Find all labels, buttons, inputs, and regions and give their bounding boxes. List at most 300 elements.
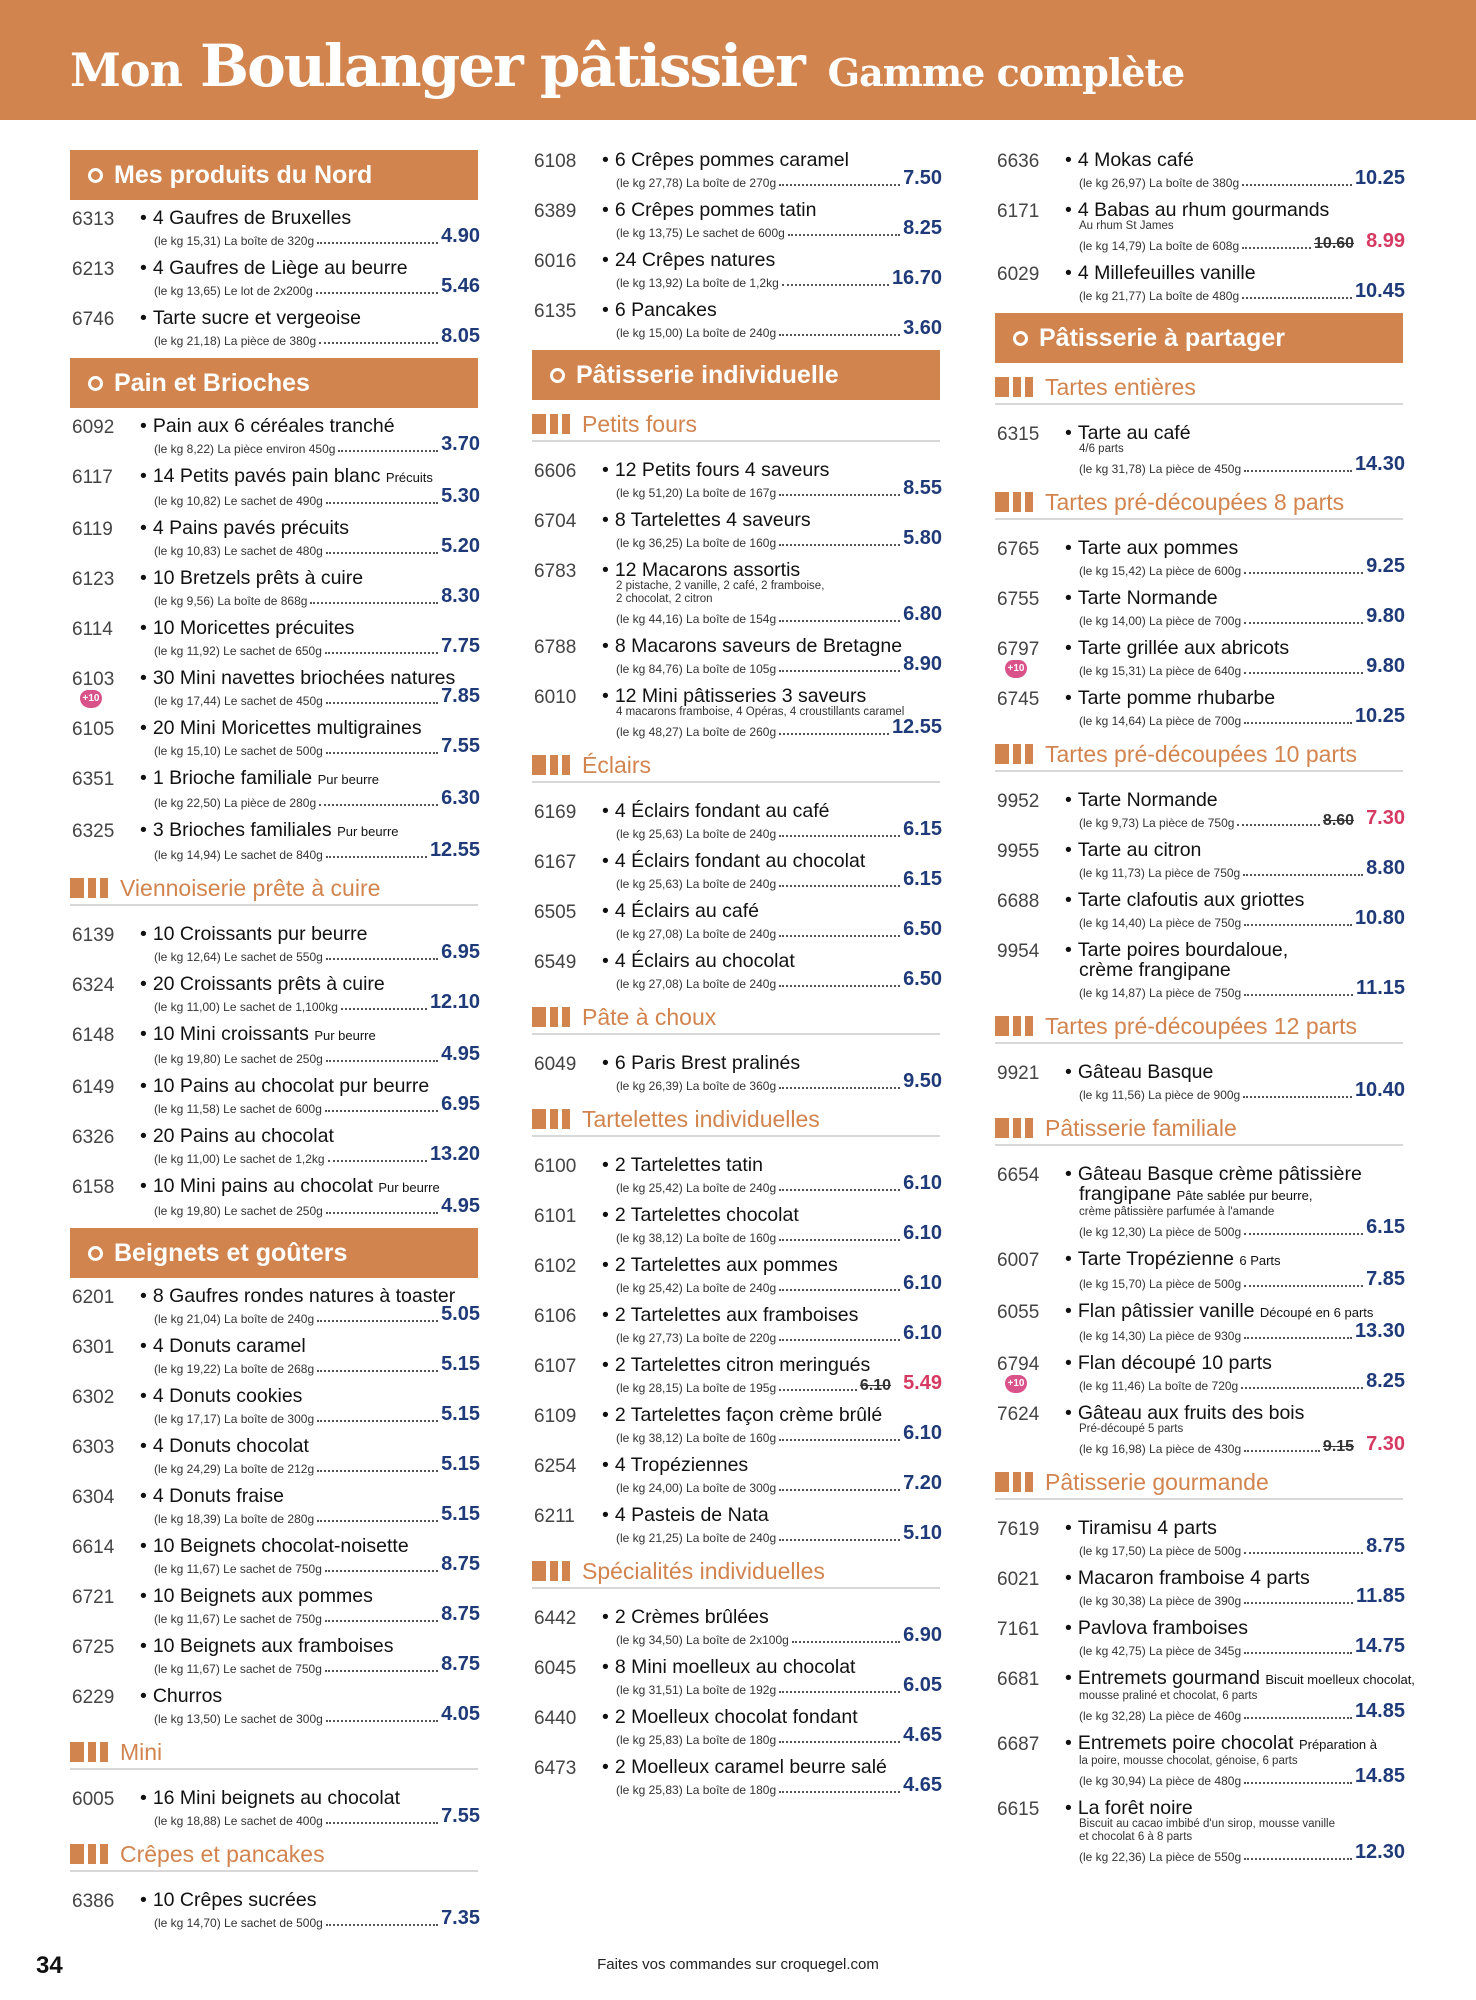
dot-leader	[1244, 1450, 1320, 1452]
product-detail: (le kg 11,67) Le sachet de 750g	[154, 1562, 322, 1576]
product-name: 6 Crêpes pommes tatin	[614, 199, 817, 221]
product-code: 6109	[534, 1406, 577, 1427]
product-description: 4/6 parts	[1079, 443, 1124, 455]
product-name: 4 Mokas café	[1077, 149, 1194, 171]
dot-leader	[317, 1320, 438, 1322]
dot-leader	[326, 958, 438, 960]
price: 4.65	[903, 1774, 942, 1796]
price-line	[602, 317, 942, 340]
price-line	[140, 1195, 480, 1218]
product-code: 6103	[72, 669, 115, 690]
price-line	[140, 1603, 480, 1626]
bullet-icon: •	[602, 1706, 609, 1728]
dot-leader	[1242, 297, 1352, 299]
bullet-icon: •	[602, 1304, 609, 1326]
product-name: 2 Tartelettes chocolat	[614, 1204, 799, 1226]
product-detail: (le kg 21,04) La boîte de 240g	[154, 1312, 315, 1326]
dot-leader	[1242, 184, 1352, 186]
price: 4.05	[441, 1703, 480, 1725]
product-detail: (le kg 11,00) Le sachet de 1,100kg	[154, 1000, 338, 1014]
product-detail: (le kg 15,70) La pièce de 500g	[1079, 1277, 1242, 1291]
product-item	[530, 1757, 942, 1797]
price-line	[140, 433, 480, 456]
product-item	[68, 1176, 480, 1218]
product-detail: (le kg 18,88) Le sachet de 400g	[154, 1814, 323, 1828]
product-name: 6 Paris Brest pralinés	[614, 1052, 801, 1074]
product-name-line	[602, 300, 942, 320]
bullet-icon: •	[140, 1485, 147, 1507]
product-code: 6100	[534, 1156, 577, 1177]
product-detail: (le kg 14,79) La boîte de 608g	[1079, 239, 1240, 253]
product-item	[530, 1355, 942, 1395]
bullet-icon: •	[602, 685, 609, 707]
price-line	[602, 1222, 942, 1245]
product-description: Au rhum St James	[1079, 220, 1174, 232]
bullet-icon: •	[140, 465, 147, 487]
bullet-icon: •	[602, 1656, 609, 1678]
product-name: 4 Babas au rhum gourmands	[1077, 199, 1330, 221]
price-line	[140, 941, 480, 964]
dot-leader	[1244, 1233, 1363, 1235]
dot-leader	[1244, 572, 1363, 574]
product-name: Entremets gourmand	[1077, 1667, 1260, 1689]
product-item	[530, 150, 942, 190]
bullet-icon: •	[602, 509, 609, 531]
bars-icon	[532, 1007, 574, 1027]
product-name-line	[140, 768, 480, 790]
bars-icon	[995, 744, 1037, 764]
dot-leader	[779, 184, 900, 186]
heart-badge-icon: +10	[1005, 1375, 1027, 1393]
price-line	[602, 918, 942, 941]
product-code: 9921	[997, 1063, 1040, 1084]
product-code: 6010	[534, 687, 577, 708]
product-detail: (le kg 11,00) Le sachet de 1,2kg	[154, 1152, 325, 1166]
product-detail: (le kg 25,42) La boîte de 240g	[616, 1281, 777, 1295]
dot-leader	[1244, 1652, 1352, 1654]
product-code: 6725	[72, 1637, 115, 1658]
price: 6.10	[903, 1222, 942, 1244]
price: 6.10	[903, 1272, 942, 1294]
product-name-line	[1065, 1249, 1405, 1271]
promo-price: 7.30	[1366, 807, 1405, 829]
product-item	[993, 1798, 1405, 1864]
price-line	[1065, 1433, 1405, 1456]
product-item	[993, 688, 1405, 728]
bullet-icon: •	[602, 149, 609, 171]
bars-icon	[70, 878, 112, 898]
product-code: 6721	[72, 1587, 115, 1608]
product-detail: (le kg 11,67) Le sachet de 750g	[154, 1612, 322, 1626]
product-item	[993, 200, 1405, 253]
product-code: 6606	[534, 461, 577, 482]
subsection-title: Tartes pré-découpées 10 parts	[1045, 740, 1357, 767]
section-title: Pain et Brioches	[114, 368, 310, 397]
product-code: 6119	[72, 519, 113, 540]
product-name: 12 Petits fours 4 saveurs	[614, 459, 830, 481]
bullet-icon: •	[1065, 587, 1072, 609]
product-detail: (le kg 11,56) La pièce de 900g	[1079, 1088, 1241, 1102]
product-name: 4 Éclairs fondant au café	[614, 800, 830, 822]
subsection-title: Petits fours	[582, 410, 698, 437]
product-item	[993, 1618, 1405, 1658]
product-item	[68, 1788, 480, 1828]
product-detail: (le kg 9,56) La boîte de 868g	[154, 594, 308, 608]
section-title: Pâtisserie individuelle	[576, 360, 839, 389]
product-name: 4 Donuts caramel	[152, 1335, 306, 1357]
price: 6.50	[903, 918, 942, 940]
dot-leader	[317, 1470, 438, 1472]
bullet-icon: •	[602, 1504, 609, 1526]
product-item	[530, 510, 942, 550]
price: 6.95	[441, 1093, 480, 1115]
product-name-line	[602, 1607, 942, 1627]
product-name-line	[140, 258, 480, 278]
product-name: Tarte au citron	[1077, 839, 1202, 861]
product-detail: (le kg 11,58) Le sachet de 600g	[154, 1102, 322, 1116]
product-detail: (le kg 21,25) La boîte de 240g	[616, 1531, 777, 1545]
product-name-line	[1065, 423, 1405, 443]
subsection-title: Crêpes et pancakes	[120, 1840, 325, 1867]
dot-leader	[1244, 672, 1363, 674]
product-name: Tarte clafoutis aux griottes	[1077, 889, 1305, 911]
product-name: Tarte aux pommes	[1077, 537, 1239, 559]
product-item	[993, 890, 1405, 930]
product-item	[68, 568, 480, 608]
product-code: 6167	[534, 852, 577, 873]
product-detail: (le kg 51,20) La boîte de 167g	[616, 486, 777, 500]
bullet-icon: •	[602, 635, 609, 657]
dot-leader	[1244, 924, 1352, 926]
old-price: 6.10	[859, 1377, 892, 1394]
bullet-icon: •	[1065, 889, 1072, 911]
old-price: 9.15	[1322, 1438, 1355, 1455]
dot-leader	[779, 1539, 900, 1541]
bullet-icon: •	[140, 1175, 147, 1197]
product-detail: (le kg 36,25) La boîte de 160g	[616, 536, 777, 550]
price: 12.55	[891, 716, 942, 738]
product-note: Pur beurre	[317, 772, 379, 787]
bars-icon	[70, 1844, 112, 1864]
product-name-line	[140, 1486, 480, 1506]
product-item	[530, 1607, 942, 1647]
dot-leader	[325, 1110, 438, 1112]
price: 7.50	[903, 167, 942, 189]
product-item	[68, 1286, 480, 1326]
price: 8.75	[1366, 1535, 1405, 1557]
product-name-cont: frangipane	[1079, 1183, 1172, 1205]
price-line	[140, 1353, 480, 1376]
product-code: 6783	[534, 561, 577, 582]
price: 8.25	[1366, 1370, 1405, 1392]
product-name: 14 Petits pavés pain blanc	[152, 465, 381, 487]
product-detail: (le kg 19,80) Le sachet de 250g	[154, 1052, 323, 1066]
bullet-icon: •	[140, 1585, 147, 1607]
price-line	[602, 1472, 942, 1495]
product-code: 6135	[534, 301, 577, 322]
product-item	[993, 263, 1405, 303]
price-line	[1065, 555, 1405, 578]
ring-icon	[550, 368, 565, 383]
price-line	[602, 716, 942, 739]
product-name: 4 Donuts cookies	[152, 1385, 303, 1407]
bullet-icon: •	[140, 415, 147, 437]
bullet-icon: •	[1065, 1402, 1072, 1424]
product-description: et chocolat 6 à 8 parts	[1079, 1831, 1193, 1843]
product-item	[530, 1155, 942, 1195]
product-item	[993, 1062, 1405, 1102]
product-name-line	[140, 1788, 480, 1808]
old-price: 8.60	[1322, 812, 1355, 829]
dot-leader	[779, 620, 900, 622]
product-name-line	[140, 1024, 480, 1046]
product-detail: (le kg 11,67) Le sachet de 750g	[154, 1662, 322, 1676]
product-item	[993, 1249, 1405, 1291]
bullet-icon: •	[140, 207, 147, 229]
dot-leader	[326, 1720, 438, 1722]
product-detail: (le kg 28,15) La boîte de 195g	[616, 1381, 777, 1395]
bullet-icon: •	[140, 257, 147, 279]
price: 7.75	[441, 635, 480, 657]
price-line	[140, 1805, 480, 1828]
price-line	[140, 1653, 480, 1676]
product-detail: (le kg 14,00) La pièce de 700g	[1079, 614, 1242, 628]
product-detail: (le kg 27,73) La boîte de 220g	[616, 1331, 777, 1345]
dot-leader	[779, 334, 900, 336]
bars-icon	[532, 755, 574, 775]
price: 7.20	[903, 1472, 942, 1494]
product-name: 4 Éclairs au chocolat	[614, 950, 795, 972]
product-name-line	[140, 416, 480, 436]
bullet-icon: •	[602, 1404, 609, 1426]
product-item	[530, 1657, 942, 1697]
product-name-line	[602, 150, 942, 170]
product-detail: (le kg 15,42) La pièce de 600g	[1079, 564, 1242, 578]
product-description: la poire, mousse chocolat, génoise, 6 parts	[1079, 1755, 1298, 1767]
product-name: Churros	[152, 1685, 223, 1707]
product-detail: (le kg 14,70) Le sachet de 500g	[154, 1916, 323, 1930]
product-code: 6324	[72, 975, 115, 996]
price: 5.15	[441, 1453, 480, 1475]
product-name: 20 Mini Moricettes multigraines	[152, 717, 422, 739]
product-name-line	[602, 1757, 942, 1777]
product-name: 4 Pasteis de Nata	[614, 1504, 769, 1526]
product-code: 6688	[997, 891, 1040, 912]
product-name-line	[140, 924, 480, 944]
bullet-icon: •	[602, 1606, 609, 1628]
product-name-line	[602, 686, 942, 706]
product-code: 6005	[72, 1789, 115, 1810]
dot-leader	[779, 985, 900, 987]
price-line	[602, 1724, 942, 1747]
bullet-icon: •	[140, 923, 147, 945]
dot-leader	[325, 652, 438, 654]
product-code: 6304	[72, 1487, 115, 1508]
product-note: Pur beurre	[337, 824, 399, 839]
product-name: 8 Gaufres rondes natures à toaster	[152, 1285, 456, 1307]
section-header	[995, 313, 1403, 363]
dot-leader	[317, 1520, 438, 1522]
product-detail: (le kg 17,50) La pièce de 500g	[1079, 1544, 1242, 1558]
product-code: 6158	[72, 1177, 115, 1198]
product-item	[68, 466, 480, 508]
product-detail: (le kg 13,65) Le lot de 2x200g	[154, 284, 313, 298]
bullet-icon: •	[1065, 1061, 1072, 1083]
price-line	[602, 1372, 942, 1395]
price: 8.25	[903, 217, 942, 239]
product-name: Flan découpé 10 parts	[1077, 1352, 1272, 1374]
dot-leader	[325, 1620, 438, 1622]
price: 5.15	[441, 1353, 480, 1375]
product-item	[993, 638, 1405, 678]
product-name: Tarte au café	[1077, 422, 1191, 444]
product-name: 10 Beignets aux framboises	[152, 1635, 394, 1657]
dot-leader	[779, 733, 889, 735]
bullet-icon: •	[1065, 939, 1072, 961]
bullet-icon: •	[1065, 1300, 1072, 1322]
price-line	[1065, 1320, 1405, 1343]
dot-leader	[779, 1189, 900, 1191]
product-code: 6201	[72, 1287, 115, 1308]
subsection-title: Spécialités individuelles	[582, 1557, 825, 1584]
product-name-line	[602, 636, 942, 656]
dot-leader	[1244, 1602, 1353, 1604]
price-line	[602, 818, 942, 841]
product-name: 10 Crêpes sucrées	[152, 1889, 317, 1911]
product-name: 10 Pains au chocolat pur beurre	[152, 1075, 430, 1097]
bullet-icon: •	[1065, 687, 1072, 709]
bars-icon	[995, 1472, 1037, 1492]
product-detail: (le kg 10,82) Le sachet de 490g	[154, 494, 323, 508]
product-code: 6101	[534, 1206, 577, 1227]
dot-leader	[317, 1420, 438, 1422]
product-code: 6171	[997, 201, 1040, 222]
price-line	[1065, 857, 1405, 880]
product-description: 2 pistache, 2 vanille, 2 café, 2 framboise,	[616, 580, 825, 592]
product-name-line	[602, 1155, 942, 1175]
product-description: 2 chocolat, 2 citron	[616, 593, 713, 605]
product-item	[68, 924, 480, 964]
product-detail: (le kg 21,18) La pièce de 380g	[154, 334, 317, 348]
subsection-title: Mini	[120, 1738, 163, 1765]
section-header	[70, 150, 478, 200]
price: 6.50	[903, 968, 942, 990]
product-name-line	[140, 1336, 480, 1356]
bullet-icon: •	[602, 1756, 609, 1778]
dot-leader	[1241, 1387, 1363, 1389]
product-item	[68, 416, 480, 456]
price-line	[602, 968, 942, 991]
product-item	[68, 618, 480, 658]
product-description: 4 macarons framboise, 4 Opéras, 4 croustillants caramel	[616, 706, 905, 718]
dot-leader	[1244, 722, 1352, 724]
product-item	[993, 150, 1405, 190]
price: 7.35	[441, 1907, 480, 1929]
price: 6.15	[903, 868, 942, 890]
subsection-header	[532, 749, 940, 783]
bullet-icon: •	[1065, 789, 1072, 811]
product-column-right	[993, 149, 1415, 1874]
subsection-title: Viennoiserie prête à cuire	[120, 874, 381, 901]
product-item	[993, 1353, 1405, 1393]
product-name: 8 Tartelettes 4 saveurs	[614, 509, 811, 531]
bars-icon	[532, 1109, 574, 1129]
dot-leader	[1244, 1782, 1352, 1784]
subsection-header	[70, 1838, 478, 1872]
product-name: 10 Croissants pur beurre	[152, 923, 368, 945]
product-name-line	[1065, 1164, 1405, 1184]
section-title: Mes produits du Nord	[114, 160, 373, 189]
product-detail: (le kg 48,27) La boîte de 260g	[616, 725, 777, 739]
bars-icon	[995, 1016, 1037, 1036]
price-line	[602, 267, 942, 290]
product-detail: (le kg 34,50) La boîte de 2x100g	[616, 1633, 789, 1647]
section-title: Beignets et goûters	[114, 1238, 348, 1267]
price: 5.15	[441, 1503, 480, 1525]
product-code: 6614	[72, 1537, 115, 1558]
price-line	[140, 685, 480, 708]
product-detail: (le kg 25,63) La boîte de 240g	[616, 877, 777, 891]
dot-leader	[326, 1060, 438, 1062]
product-code: 6687	[997, 1734, 1040, 1755]
price: 6.30	[441, 787, 480, 809]
subsection-header	[995, 1466, 1403, 1500]
subsection-title: Pâtisserie familiale	[1045, 1114, 1237, 1141]
product-name: Flan pâtissier vanille	[1077, 1300, 1255, 1322]
price-line	[602, 1172, 942, 1195]
price-line	[140, 1553, 480, 1576]
product-item	[68, 1076, 480, 1116]
price: 9.25	[1366, 555, 1405, 577]
product-detail: (le kg 19,80) Le sachet de 250g	[154, 1204, 323, 1218]
bullet-icon: •	[602, 1354, 609, 1376]
bullet-icon: •	[140, 819, 147, 841]
bullet-icon: •	[1065, 1617, 1072, 1639]
product-code: 6549	[534, 952, 577, 973]
price: 13.20	[429, 1143, 480, 1165]
bullet-icon: •	[140, 717, 147, 739]
product-detail: (le kg 8,22) La pièce environ 450g	[154, 442, 336, 456]
product-code: 6765	[997, 539, 1040, 560]
price: 3.70	[441, 433, 480, 455]
product-code: 6326	[72, 1127, 115, 1148]
subsection-title: Pâtisserie gourmande	[1045, 1468, 1269, 1495]
price: 5.05	[441, 1303, 480, 1325]
price-line	[140, 535, 480, 558]
product-detail: (le kg 22,36) La pièce de 550g	[1079, 1850, 1242, 1864]
product-code: 6114	[72, 619, 113, 640]
price-line	[602, 477, 942, 500]
product-detail: (le kg 38,12) La boîte de 160g	[616, 1231, 777, 1245]
price: 10.25	[1354, 705, 1405, 727]
dot-leader	[1243, 874, 1363, 876]
product-item	[68, 1436, 480, 1476]
product-name: 12 Mini pâtisseries 3 saveurs	[614, 685, 867, 707]
price-line	[140, 585, 480, 608]
price: 7.85	[441, 685, 480, 707]
product-detail: (le kg 14,30) La pièce de 930g	[1079, 1329, 1242, 1343]
product-item	[993, 423, 1405, 476]
old-price: 10.60	[1314, 235, 1355, 252]
product-code: 6049	[534, 1054, 577, 1075]
product-name-line	[1065, 1518, 1405, 1538]
product-item	[530, 1455, 942, 1495]
dot-leader	[779, 1741, 900, 1743]
product-item	[530, 1707, 942, 1747]
product-detail: (le kg 14,40) La pièce de 750g	[1079, 916, 1242, 930]
product-item	[68, 1890, 480, 1930]
product-code: 6788	[534, 637, 577, 658]
